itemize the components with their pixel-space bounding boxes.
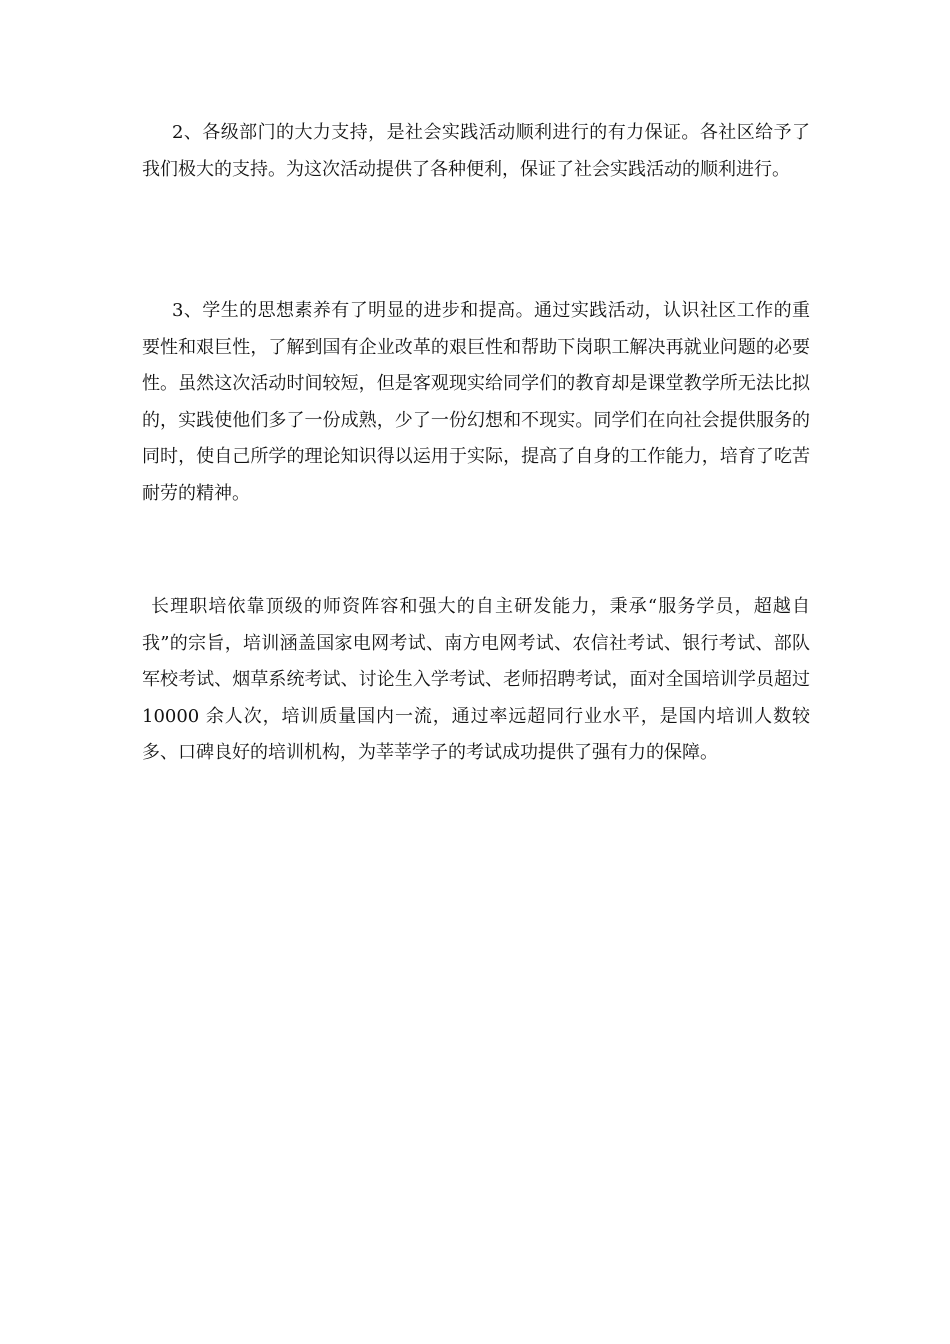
paragraph-training-institution: 长理职培依靠顶级的师资阵容和强大的自主研发能力，秉承“服务学员，超越自我”的宗旨，培训涵盖国家电网考试、南方电网考试、农信社考试、银行考试、部队军校考试、烟草系统考试、讨论生入学考试、老师招聘考试，面对全国培训学员超过 10000 余人次，培训质量国内一流，通过率远超同行业水平，是国内培训人数较多、口碑良好的培训机构，为莘莘学子的考试成功提供了强有力的保障。	[142, 596, 810, 763]
paragraph-student-progress: 3、学生的思想素养有了明显的进步和提高。通过实践活动，认识社区工作的重要性和艰巨性，了解到国有企业改革的艰巨性和帮助下岗职工解决再就业问题的必要性。虽然这次活动时间较短，但是客观现实给同学们的教育却是课堂教学所无法比拟的，实践使他们多了一份成熟，少了一份幻想和不现实。同学们在向社会提供服务的同时，使自己所学的理论知识得以运用于实际，提高了自身的工作能力，培育了吃苦耐劳的精神。	[142, 300, 810, 504]
paragraph-support: 2、各级部门的大力支持，是社会实践活动顺利进行的有力保证。各社区给予了我们极大的支持。为这次活动提供了各种便利，保证了社会实践活动的顺利进行。	[142, 122, 810, 180]
